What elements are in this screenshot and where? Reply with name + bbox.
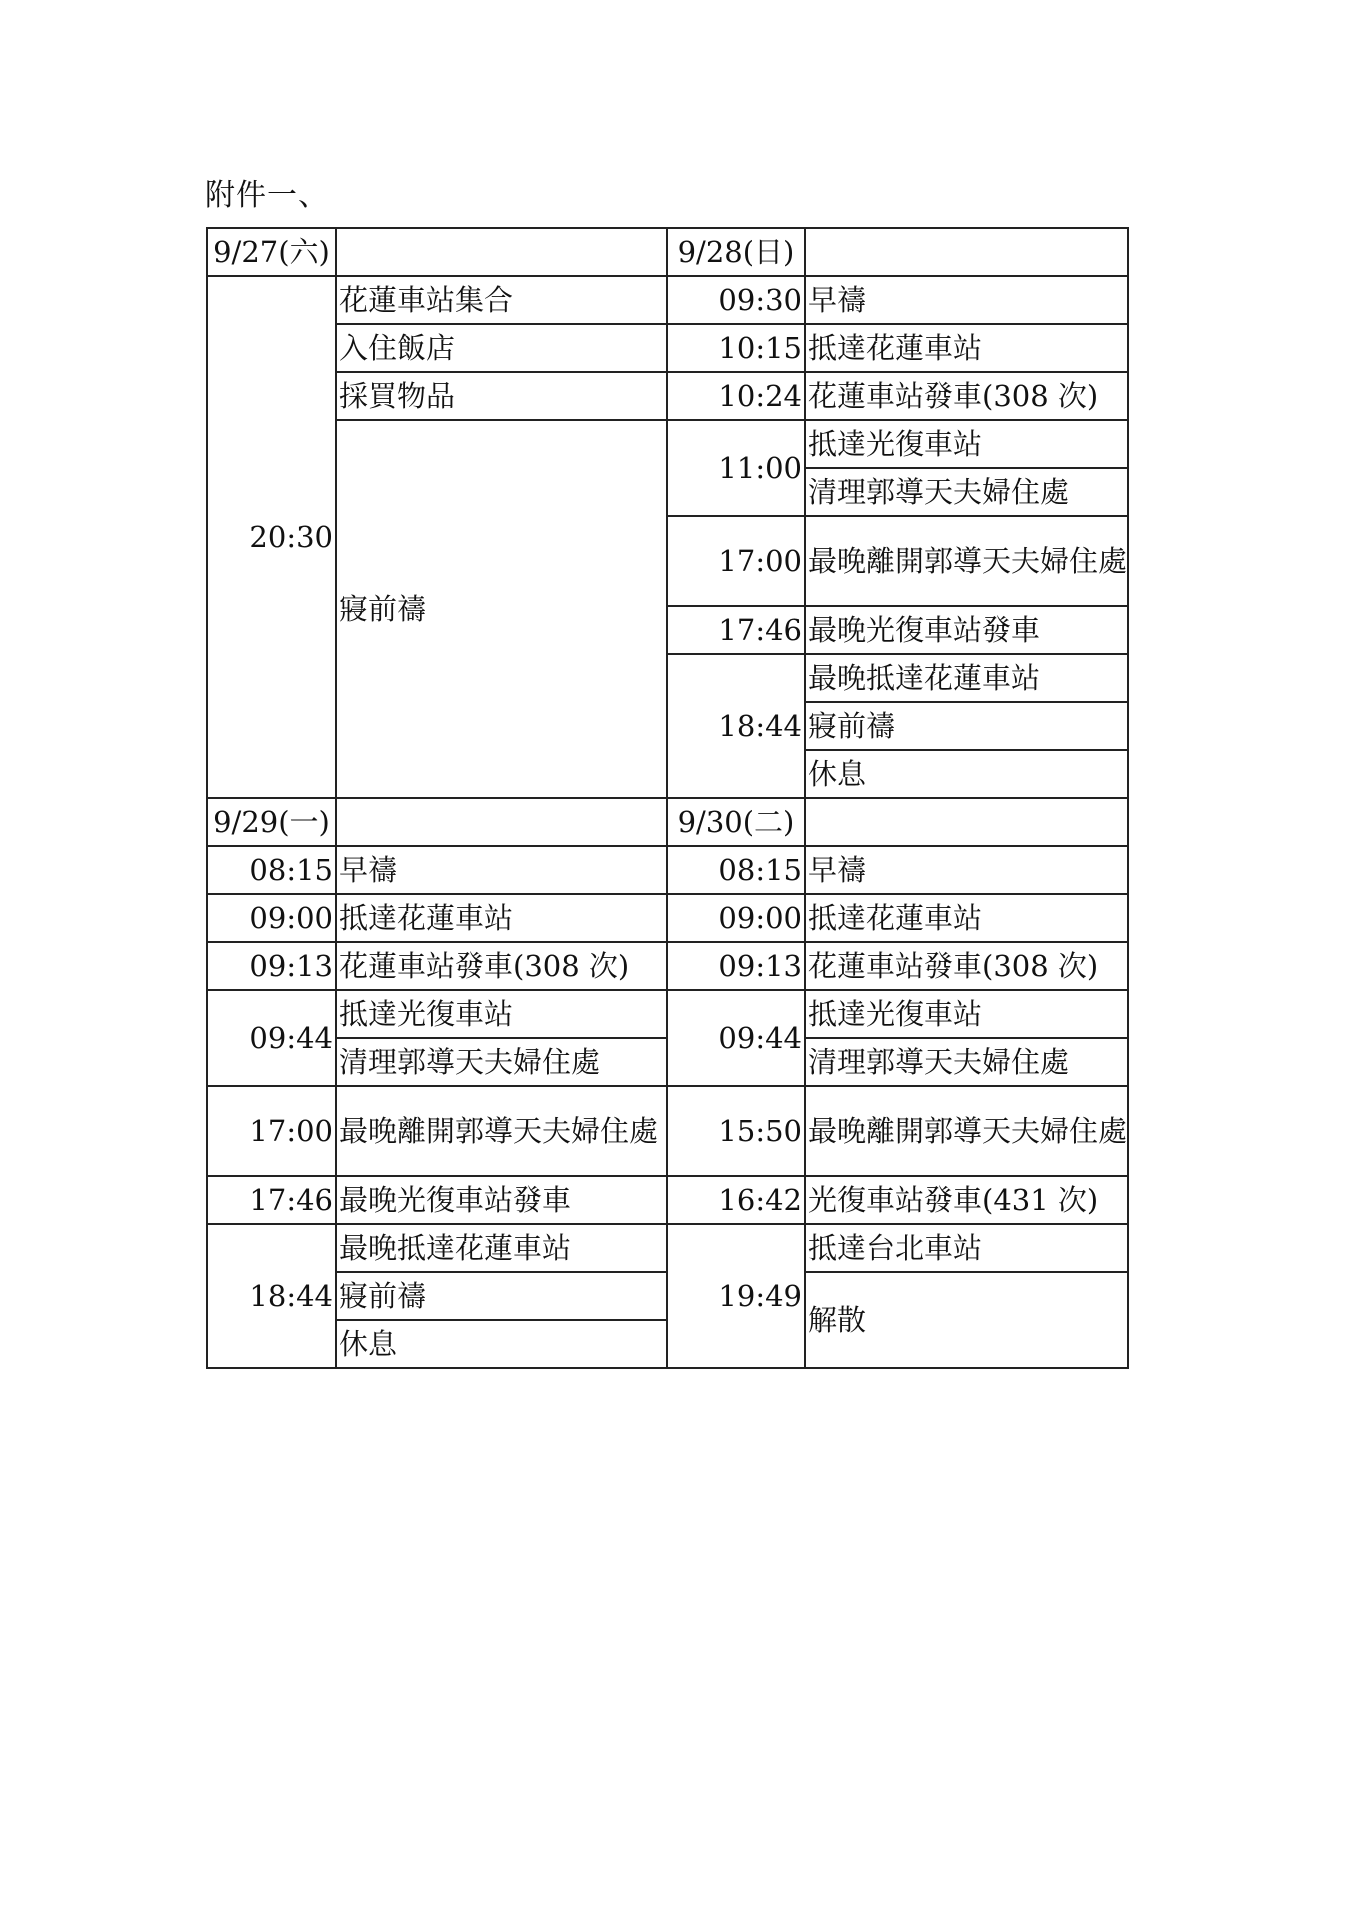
time-cell: 17:46 xyxy=(667,606,805,654)
activity-cell: 休息 xyxy=(805,750,1128,798)
time-cell: 15:50 xyxy=(667,1086,805,1176)
activity-cell: 最晚抵達花蓮車站 xyxy=(336,1224,667,1272)
activity-cell: 最晚離開郭導天夫婦住處 xyxy=(336,1086,667,1176)
time-cell: 09:13 xyxy=(207,942,336,990)
time-cell: 09:00 xyxy=(667,894,805,942)
time-cell: 08:15 xyxy=(667,846,805,894)
time-cell: 17:00 xyxy=(207,1086,336,1176)
activity-cell: 清理郭導天夫婦住處 xyxy=(805,1038,1128,1086)
activity-cell: 清理郭導天夫婦住處 xyxy=(336,1038,667,1086)
activity-cell: 早禱 xyxy=(336,846,667,894)
table-row xyxy=(207,894,1128,942)
activity-cell: 抵達光復車站 xyxy=(805,990,1128,1038)
activity-cell: 花蓮車站發車(308 次) xyxy=(805,942,1128,990)
activity-cell: 抵達光復車站 xyxy=(805,420,1128,468)
time-cell: 20:30 xyxy=(207,276,336,798)
activity-cell: 寢前禱 xyxy=(336,420,667,798)
time-cell: 10:24 xyxy=(667,372,805,420)
table-row xyxy=(207,228,1128,276)
table-row xyxy=(207,1224,1128,1272)
activity-cell: 早禱 xyxy=(805,846,1128,894)
empty-cell xyxy=(805,798,1128,846)
time-cell: 09:00 xyxy=(207,894,336,942)
activity-cell: 採買物品 xyxy=(336,372,667,420)
activity-cell: 寢前禱 xyxy=(336,1272,667,1320)
activity-cell: 抵達花蓮車站 xyxy=(336,894,667,942)
time-cell: 08:15 xyxy=(207,846,336,894)
table-row xyxy=(207,942,1128,990)
table-row xyxy=(207,1086,1128,1176)
time-cell: 11:00 xyxy=(667,420,805,516)
day-label: 9/29(一) xyxy=(207,798,336,846)
table-row xyxy=(207,420,1128,468)
time-cell: 10:15 xyxy=(667,324,805,372)
time-cell: 17:46 xyxy=(207,1176,336,1224)
day-label: 9/27(六) xyxy=(207,228,336,276)
activity-cell: 抵達花蓮車站 xyxy=(805,894,1128,942)
time-cell: 09:44 xyxy=(207,990,336,1086)
day-label: 9/28(日) xyxy=(667,228,805,276)
activity-cell: 最晚抵達花蓮車站 xyxy=(805,654,1128,702)
activity-cell: 抵達台北車站 xyxy=(805,1224,1128,1272)
schedule-table xyxy=(206,227,1129,1369)
table-row xyxy=(207,372,1128,420)
activity-cell: 最晚光復車站發車 xyxy=(336,1176,667,1224)
time-cell: 09:30 xyxy=(667,276,805,324)
empty-cell xyxy=(336,228,667,276)
time-cell: 09:13 xyxy=(667,942,805,990)
table-row xyxy=(207,276,1128,324)
activity-cell: 花蓮車站集合 xyxy=(336,276,667,324)
activity-cell: 休息 xyxy=(336,1320,667,1368)
activity-cell: 最晚離開郭導天夫婦住處 xyxy=(805,516,1128,606)
activity-cell: 花蓮車站發車(308 次) xyxy=(805,372,1128,420)
activity-cell: 花蓮車站發車(308 次) xyxy=(336,942,667,990)
activity-cell: 光復車站發車(431 次) xyxy=(805,1176,1128,1224)
table-row xyxy=(207,324,1128,372)
activity-cell: 早禱 xyxy=(805,276,1128,324)
table-row xyxy=(207,798,1128,846)
empty-cell xyxy=(805,228,1128,276)
activity-cell: 解散 xyxy=(805,1272,1128,1368)
activity-cell: 寢前禱 xyxy=(805,702,1128,750)
time-cell: 17:00 xyxy=(667,516,805,606)
activity-cell: 清理郭導天夫婦住處 xyxy=(805,468,1128,516)
time-cell: 19:49 xyxy=(667,1224,805,1368)
empty-cell xyxy=(336,798,667,846)
table-row xyxy=(207,1176,1128,1224)
activity-cell: 最晚光復車站發車 xyxy=(805,606,1128,654)
activity-cell: 抵達花蓮車站 xyxy=(805,324,1128,372)
activity-cell: 入住飯店 xyxy=(336,324,667,372)
time-cell: 16:42 xyxy=(667,1176,805,1224)
day-label: 9/30(二) xyxy=(667,798,805,846)
table-row xyxy=(207,846,1128,894)
activity-cell: 抵達光復車站 xyxy=(336,990,667,1038)
page-title: 附件一、 xyxy=(205,178,329,213)
time-cell: 18:44 xyxy=(667,654,805,798)
activity-cell: 最晚離開郭導天夫婦住處 xyxy=(805,1086,1128,1176)
time-cell: 09:44 xyxy=(667,990,805,1086)
time-cell: 18:44 xyxy=(207,1224,336,1368)
table-row xyxy=(207,990,1128,1038)
